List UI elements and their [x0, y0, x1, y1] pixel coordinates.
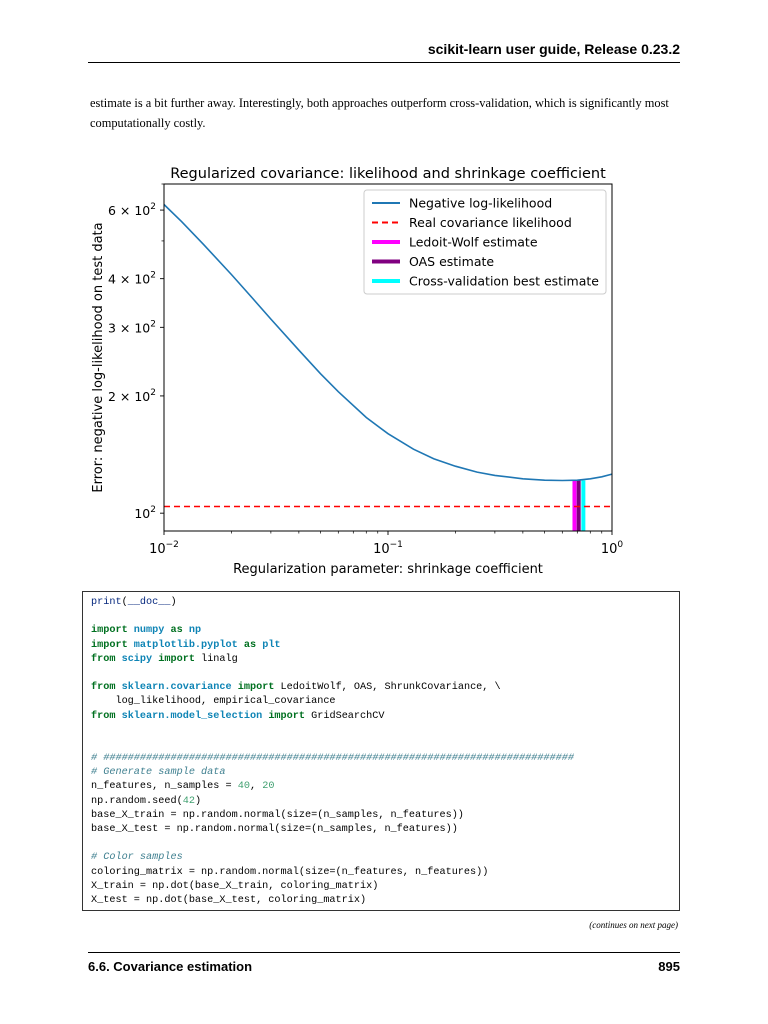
code-line: # Color samples	[91, 852, 183, 864]
code-line: import matplotlib.pyplot as plt	[91, 639, 281, 651]
code-line	[91, 837, 679, 851]
code-line: import numpy as np	[91, 625, 202, 637]
body-paragraph	[90, 93, 682, 133]
code-line: X_test = np.dot(base_X_test, coloring_matrix)	[91, 894, 367, 906]
y-tick-label: $4 \times 10^2$	[107, 270, 156, 287]
code-line: log_likelihood, empirical_covariance	[91, 696, 336, 708]
code-line	[91, 738, 679, 752]
y-tick-label: $10^2$	[134, 505, 156, 522]
covariance-figure	[80, 155, 640, 585]
code-line: base_X_train = np.random.normal(size=(n_samples, n_features))	[91, 809, 464, 821]
legend-label: Ledoit-Wolf estimate	[409, 234, 538, 250]
y-tick-label: $3 \times 10^2$	[107, 319, 156, 336]
page-header	[88, 38, 680, 63]
code-line: n_features, n_samples = 40, 20	[91, 781, 275, 793]
y-tick-label: $2 \times 10^2$	[107, 387, 156, 404]
y-tick-label: $6 \times 10^2$	[107, 202, 156, 219]
code-line	[91, 610, 679, 624]
header-title: scikit-learn user guide, Release 0.23.2	[427, 41, 680, 57]
code-line: # Generate sample data	[91, 767, 226, 779]
code-line	[91, 724, 679, 738]
legend-label: Cross-validation best estimate	[409, 273, 599, 289]
code-block	[82, 591, 680, 911]
code-line: from scipy import linalg	[91, 653, 238, 665]
code-line: X_train = np.dot(base_X_train, coloring_matrix)	[91, 880, 379, 892]
code-line	[91, 667, 679, 681]
legend-label: Real covariance likelihood	[409, 215, 572, 230]
code-line: base_X_test = np.random.normal(size=(n_samples, n_features))	[91, 824, 458, 835]
continues-note: (continues on next page)	[589, 920, 678, 930]
code-line: print(__doc__)	[91, 597, 177, 608]
code-line: np.random.seed(42)	[91, 795, 202, 807]
footer-section: 6.6. Covariance estimation	[88, 959, 253, 974]
y-axis-label: Error: negative log-likelihood on test data	[91, 222, 106, 493]
legend-label: Negative log-likelihood	[409, 195, 553, 211]
code-line: # #############################################################################	[91, 753, 574, 765]
page-footer	[88, 952, 680, 974]
chart-title: Regularized covariance: likelihood and shrinkage coefficient	[170, 166, 606, 182]
code-line: from sklearn.model_selection import GridSearchCV	[91, 710, 385, 722]
footer-page-number: 895	[658, 959, 680, 974]
x-tick-label: $10^0$	[600, 540, 624, 557]
code-line: from sklearn.covariance import LedoitWolf, OAS, ShrunkCovariance, \	[91, 682, 501, 694]
paragraph-line-1: estimate is a bit further away. Interestingly, both approaches outperform cross-validation, which is significantly most	[90, 96, 669, 110]
x-tick-label: $10^{-1}$	[373, 540, 403, 557]
x-axis-label: Regularization parameter: shrinkage coefficient	[233, 562, 543, 577]
code-line: coloring_matrix = np.random.normal(size=(n_features, n_features))	[91, 866, 489, 878]
paragraph-line-2: computationally costly.	[90, 116, 206, 130]
legend-label: OAS estimate	[409, 254, 495, 269]
x-tick-label: $10^{-2}$	[149, 540, 179, 557]
likelihood-chart	[80, 155, 640, 580]
